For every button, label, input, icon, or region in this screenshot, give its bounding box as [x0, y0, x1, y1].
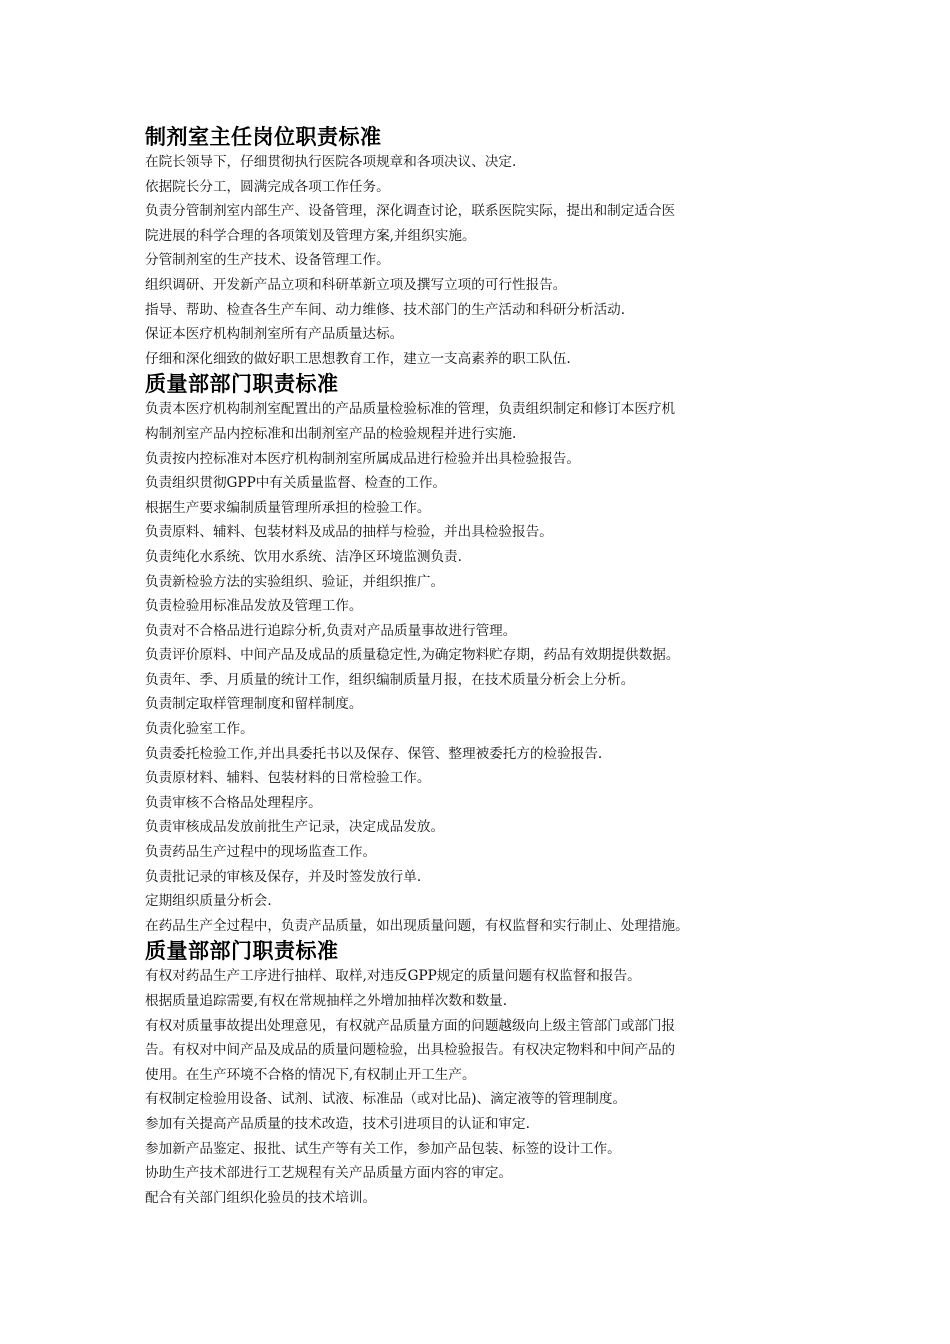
paragraph: 负责批记录的审核及保存，并及时签发放行单.	[145, 868, 422, 885]
paragraph: 定期组织质量分析会.	[145, 893, 272, 910]
paragraph: 负责制定取样管理制度和留样制度。	[145, 696, 363, 713]
document-page	[145, 124, 810, 1210]
paragraph: 组织调研、开发新产品立项和科研革新立项及撰写立项的可行性报告。	[145, 276, 567, 293]
paragraph: 负责评价原料、中间产品及成品的质量稳定性,为确定物料贮存期，药品有效期提供数据。	[145, 647, 680, 664]
paragraph: 保证本医疗机构制剂室所有产品质量达标。	[145, 326, 404, 343]
section-title: 质量部部门职责标准	[145, 939, 339, 964]
paragraph: 负责化验室工作。	[145, 721, 254, 738]
paragraph: 配合有关部门组织化验员的技术培训。	[145, 1189, 377, 1206]
paragraph: 有权对药品生产工序进行抽样、取样,对违反GPP规定的质量问题有权监督和报告。	[145, 968, 641, 985]
paragraph: 负责按内控标准对本医疗机构制剂室所属成品进行检验并出具检验报告。	[145, 450, 580, 467]
paragraph: 负责本医疗机构制剂室配置出的产品质量检验标准的管理，负责组织制定和修订本医疗机 构制剂室产品内控标准和出制剂室产品的检验规程并进行实施.	[145, 401, 676, 442]
paragraph: 依据院长分工，圆满完成各项工作任务。	[145, 178, 390, 195]
paragraph: 参加新产品鉴定、报批、试生产等有关工作，参加产品包装、标签的设计工作。	[145, 1140, 621, 1157]
section-title: 质量部部门职责标准	[145, 372, 339, 397]
paragraph: 负责对不合格品进行追踪分析,负责对产品质量事故进行管理。	[145, 622, 517, 639]
paragraph: 参加有关提高产品质量的技术改造，技术引进项目的认证和审定.	[145, 1115, 530, 1132]
paragraph: 负责组织贯彻GPP中有关质量监督、检查的工作。	[145, 475, 447, 492]
paragraph: 协助生产技术部进行工艺规程有关产品质量方面内容的审定。	[145, 1165, 513, 1182]
paragraph: 有权对质量事故提出处理意见，有权就产品质量方面的问题越级向上级主管部门或部门报 告。有权对中间产品及成品的质量问题检验，出具检验报告。有权决定物料和中间产品的 使用。在生产环境不合格的情况下,有权制止开工生产。	[145, 1017, 676, 1083]
paragraph: 在院长领导下，仔细贯彻执行医院各项规章和各项决议、决定.	[145, 154, 517, 170]
paragraph: 有权制定检验用设备、试剂、试液、标准品（或对比品)、滴定液等的管理制度。	[145, 1091, 627, 1108]
section-quality-dept-duties	[145, 371, 810, 938]
paragraph: 仔细和深化细致的做好职工思想教育工作，建立一支高素养的职工队伍.	[145, 350, 571, 367]
paragraph: 负责委托检验工作,并出具委托书以及保存、保管、整理被委托方的检验报告.	[145, 745, 603, 762]
paragraph: 负责审核成品发放前批生产记录，决定成品发放。	[145, 819, 445, 836]
paragraph: 负责纯化水系统、饮用水系统、洁净区环境监测负责.	[145, 548, 462, 565]
paragraph: 在药品生产全过程中，负责产品质量，如出现质量问题，有权监督和实行制止、处理措施。	[145, 917, 689, 934]
paragraph: 负责药品生产过程中的现场监查工作。	[145, 844, 377, 861]
section-quality-dept-authority	[145, 938, 810, 1210]
paragraph: 负责年、季、月质量的统计工作，组织编制质量月报，在技术质量分析会上分析。	[145, 671, 635, 688]
section-title: 制剂室主任岗位职责标准	[145, 125, 382, 149]
paragraph: 根据质量追踪需要,有权在常规抽样之外增加抽样次数和数量.	[145, 993, 508, 1009]
paragraph: 负责原料、辅料、包装材料及成品的抽样与检验，并出具检验报告。	[145, 524, 553, 541]
section-director-duties	[145, 124, 810, 371]
paragraph: 负责原材料、辅料、包装材料的日常检验工作。	[145, 770, 431, 787]
paragraph: 负责新检验方法的实验组织、验证，并组织推广。	[145, 573, 445, 590]
paragraph: 负责检验用标准品发放及管理工作。	[145, 598, 363, 615]
paragraph: 负责分管制剂室内部生产、设备管理，深化调查讨论，联系医院实际，提出和制定适合医 院进展的科学合理的各项策划及管理方案,并组织实施。	[145, 203, 676, 244]
paragraph: 负责审核不合格品处理程序。	[145, 794, 322, 811]
paragraph: 分管制剂室的生产技术、设备管理工作。	[145, 252, 390, 269]
paragraph: 根据生产要求编制质量管理所承担的检验工作。	[145, 499, 431, 516]
paragraph: 指导、帮助、检查各生产车间、动力维修、技术部门的生产活动和科研分析活动.	[145, 301, 626, 318]
